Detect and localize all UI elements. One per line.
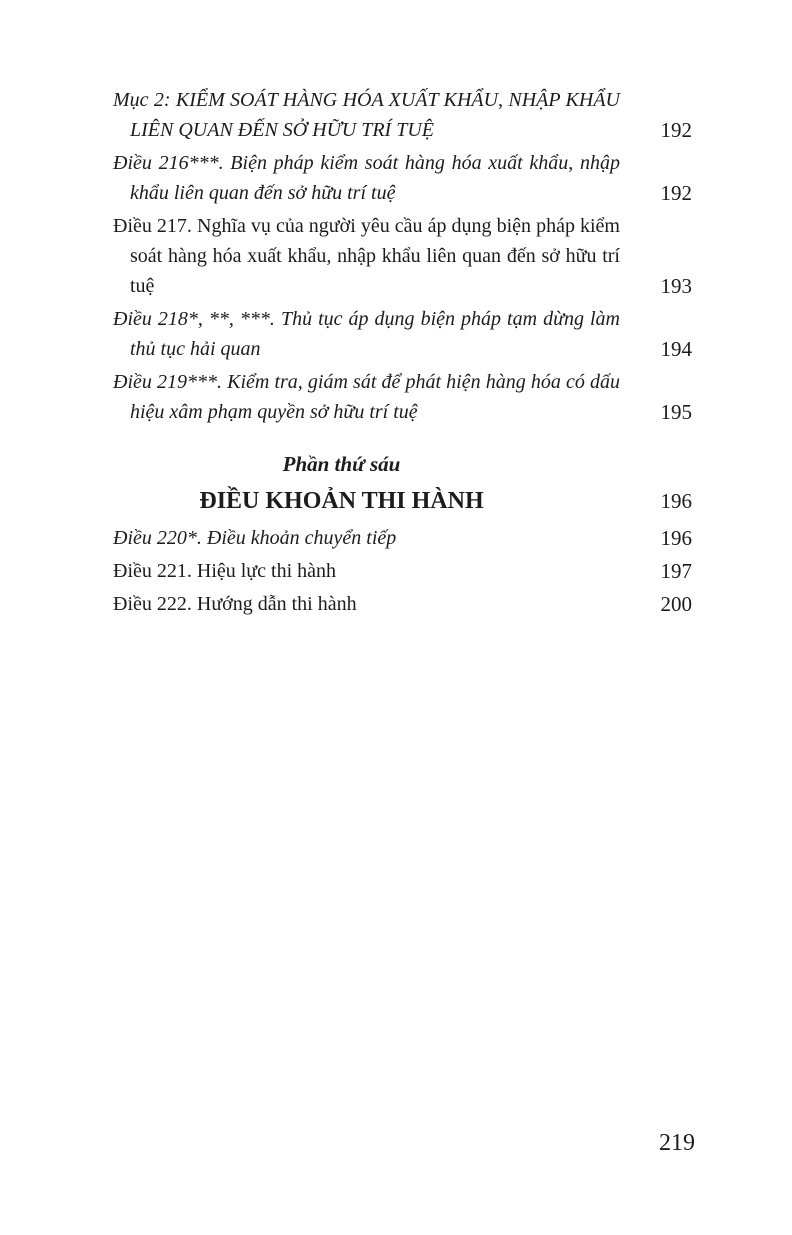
toc-entry-page-number: 193 <box>660 274 692 298</box>
toc-entry-page-number: 192 <box>660 181 692 205</box>
toc-entry-page-number: 200 <box>660 592 692 616</box>
part-heading-text: Phần thứ sáu <box>282 452 401 476</box>
toc-entry-title: Điều 221. Hiệu lực thi hành <box>113 560 337 582</box>
folio-page-number: 219 <box>659 1130 695 1156</box>
toc-chapter-heading <box>113 486 692 516</box>
toc-entry-title: Điều 222. Hướng dẫn thi hành <box>113 593 357 615</box>
toc-entry-page-number: 195 <box>660 400 692 424</box>
toc-entry-title: Điều 218*, **, ***. Thủ tục áp dụng biện pháp tạm dừng làm thủ tục hải quan <box>113 308 620 360</box>
toc-entry-dieu-222 <box>113 589 692 619</box>
toc-entry-title: Điều 220*. Điều khoản chuyển tiếp <box>113 527 397 549</box>
toc-entry-page-number: 197 <box>660 559 692 583</box>
toc-entry-dieu-219 <box>113 367 692 427</box>
toc-entry-title: Điều 217. Nghĩa vụ của người yêu cầu áp dụng biện pháp kiểm soát hàng hóa xuất khẩu, nhập khẩu liên quan đến sở hữu trí tuệ <box>113 215 620 297</box>
table-of-contents <box>113 85 692 622</box>
toc-entry-page-number: 192 <box>660 118 692 142</box>
toc-entry-dieu-221 <box>113 556 692 586</box>
toc-entry-page-number: 196 <box>660 489 692 513</box>
toc-entry-muc-2 <box>113 85 692 145</box>
toc-part-heading <box>113 449 692 479</box>
toc-entry-title: Điều 219***. Kiểm tra, giám sát để phát hiện hàng hóa có dấu hiệu xâm phạm quyền sở hữu trí tuệ <box>113 371 620 423</box>
toc-entry-page-number: 194 <box>660 337 692 361</box>
toc-entry-page-number: 196 <box>660 526 692 550</box>
toc-entry-dieu-216 <box>113 148 692 208</box>
toc-entry-title: Điều 216***. Biện pháp kiểm soát hàng hóa xuất khẩu, nhập khẩu liên quan đến sở hữu trí tuệ <box>113 152 620 204</box>
toc-entry-title: Mục 2: KIỂM SOÁT HÀNG HÓA XUẤT KHẨU, NHẬP KHẨU LIÊN QUAN ĐẾN SỞ HỮU TRÍ TUỆ <box>113 89 620 141</box>
chapter-heading-text: ĐIỀU KHOẢN THI HÀNH <box>199 488 484 514</box>
toc-entry-dieu-217 <box>113 211 692 301</box>
toc-entry-dieu-218 <box>113 304 692 364</box>
toc-entry-dieu-220 <box>113 523 692 553</box>
